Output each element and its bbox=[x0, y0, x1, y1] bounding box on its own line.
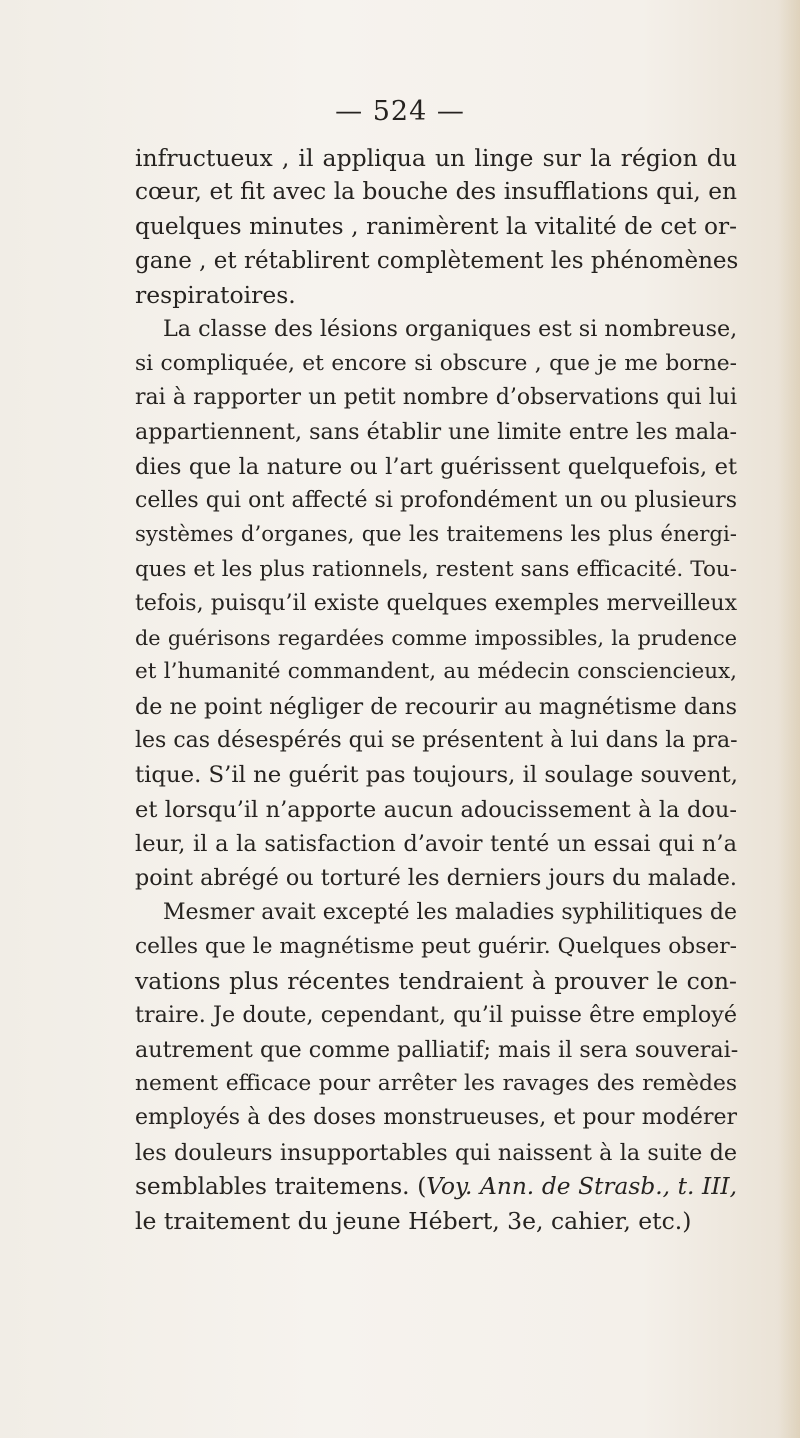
citation-prefix: semblables traitemens. ( bbox=[135, 1172, 427, 1200]
text-line: gane , et rétablirent complètement les phénomènes bbox=[135, 247, 739, 274]
text-line: infructueux , il appliqua un linge sur la région du bbox=[135, 144, 737, 172]
text-line: dies que la nature ou l’art guérissent quelquefois, et bbox=[135, 453, 737, 480]
text-line: leur, il a la satisfaction d’avoir tenté un essai qui n’a bbox=[135, 830, 737, 857]
text-line: et lorsqu’il n’apporte aucun adoucissement à la dou- bbox=[135, 796, 737, 823]
text-line: respiratoires. bbox=[135, 281, 296, 310]
text-line: celles qui ont affecté si profondément un ou plusieurs bbox=[135, 487, 737, 513]
paragraph-start-line: La classe des lésions organiques est si nombreuse, bbox=[163, 316, 738, 343]
text-line: ques et les plus rationnels, restent sans efficacité. Tou- bbox=[135, 556, 737, 582]
text-line: tefois, puisqu’il existe quelques exemples merveilleux bbox=[135, 590, 737, 616]
text-line: vations plus récentes tendraient à prouver le con- bbox=[135, 967, 737, 996]
text-line: point abrégé ou torturé les derniers jours du malade. bbox=[135, 865, 737, 892]
text-line: autrement que comme palliatif; mais il sera souverai- bbox=[135, 1036, 739, 1063]
text-line: celles que le magnétisme peut guérir. Quelques obser- bbox=[135, 933, 737, 959]
page-number: — 524 — bbox=[335, 96, 465, 127]
citation-line-end: le traitement du jeune Hébert, 3e, cahier, etc.) bbox=[135, 1207, 692, 1236]
paragraph-start-line: Mesmer avait excepté les maladies syphilitiques de bbox=[163, 899, 737, 925]
text-line: nement efficace pour arrêter les ravages des remèdes bbox=[135, 1071, 737, 1097]
text-line: de guérisons regardées comme impossibles, la prudence bbox=[135, 626, 737, 651]
body-text bbox=[135, 141, 737, 1239]
text-line: appartiennent, sans établir une limite entre les mala- bbox=[135, 419, 738, 446]
text-line: rai à rapporter un petit nombre d’observations qui lui bbox=[135, 385, 737, 411]
citation-line bbox=[135, 1170, 737, 1204]
text-line: de ne point négliger de recourir au magnétisme dans bbox=[135, 693, 738, 720]
text-line: quelques minutes , ranimèrent la vitalité de cet or- bbox=[135, 212, 737, 240]
citation-reference: Voy. Ann. de Strasb., t. III, bbox=[426, 1172, 737, 1200]
text-line: traire. Je doute, cependant, qu’il puisse être employé bbox=[135, 1002, 737, 1029]
text-line: employés à des doses monstrueuses, et pour modérer bbox=[135, 1105, 737, 1131]
text-line: tique. S’il ne guérit pas toujours, il soulage souvent, bbox=[135, 762, 738, 789]
text-line: cœur, et fit avec la bouche des insufflations qui, en bbox=[135, 178, 737, 206]
text-line: les douleurs insupportables qui naissent à la suite de bbox=[135, 1139, 737, 1166]
page-edge-discoloration bbox=[778, 0, 800, 1438]
text-line: si compliquée, et encore si obscure , que je me borne- bbox=[135, 350, 737, 376]
text-line: les cas désespérés qui se présentent à lui dans la pra- bbox=[135, 728, 738, 754]
text-line: systèmes d’organes, que les traitemens les plus énergi- bbox=[135, 522, 737, 548]
text-line: et l’humanité commandent, au médecin consciencieux, bbox=[135, 659, 737, 685]
